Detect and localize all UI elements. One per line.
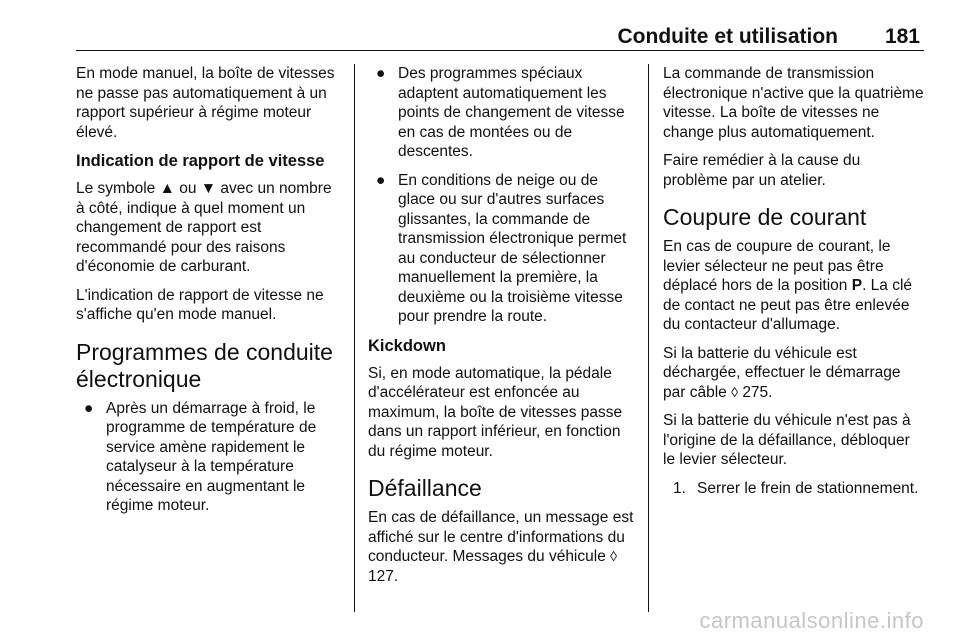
paragraph-text: Si la batterie du véhicule est déchargée, effectuer le démarrage par câble xyxy=(663,344,901,401)
column-divider-2 xyxy=(648,64,649,612)
page-reference-icon: ◊ xyxy=(610,548,618,564)
paragraph: La commande de transmission électronique n'active que la quatrième vitesse. La boîte de vitesses ne change plus automatiquement. xyxy=(663,65,924,141)
list-item xyxy=(76,399,341,516)
subheading-gear-indication: Indication de rapport de vitesse xyxy=(76,152,325,170)
header-rule xyxy=(76,50,924,51)
column-divider-1 xyxy=(354,64,355,612)
heading-failure: Défaillance xyxy=(368,475,482,501)
list-item xyxy=(368,171,634,327)
bullet-icon: ● xyxy=(84,399,94,417)
page-header xyxy=(76,24,924,50)
list-item xyxy=(368,64,634,162)
paragraph: Si la batterie du véhicule n'est pas à l'origine de la défaillance, débloquer le levier sélecteur. xyxy=(663,412,911,468)
column-1 xyxy=(76,64,341,525)
heading-power-cut: Coupure de courant xyxy=(663,204,867,230)
page-reference-icon: ◊ xyxy=(731,383,738,400)
step-number: 1. xyxy=(673,479,686,497)
paragraph xyxy=(663,344,926,403)
bullet-list xyxy=(368,64,634,327)
paragraph xyxy=(368,508,634,586)
paragraph xyxy=(663,237,926,335)
column-3 xyxy=(663,64,926,507)
subheading-kickdown: Kickdown xyxy=(368,336,446,355)
list-item-text: Après un démarrage à froid, le programme de température de service amène rapidement le catalyseur à la température nécessaire en augmentant le régime moteur. xyxy=(106,399,317,514)
paragraph: Faire remédier à la cause du problème par un atelier. xyxy=(663,152,861,189)
bullet-icon: ● xyxy=(376,65,386,82)
page-number: 181 xyxy=(884,25,920,48)
paragraph: Si, en mode automatique, la pédale d'accélérateur est enfoncée au maximum, la boîte de vitesses passe dans un rapport inférieur, en fonction du régime moteur. xyxy=(368,364,623,460)
paragraph-text: En cas de coupure de courant, le levier sélecteur ne peut pas être déplacé hors de la position xyxy=(663,238,891,294)
column-2 xyxy=(368,64,634,595)
watermark: carmanualsonline.info xyxy=(699,608,924,633)
page-reference[interactable]: 127. xyxy=(368,567,399,585)
paragraph: Le symbole ▲ ou ▼ avec un nombre à côté, indique à quel moment un changement de rapport est recommandé pour des raisons d'économie de carburant. xyxy=(76,180,332,275)
list-item-text: En conditions de neige ou de glace ou sur d'autres surfaces glissantes, la commande de transmission électronique permet au conducteur de sélectionner manuellement la première, la deuxième ou la troisième vitesse pour prendre la route. xyxy=(398,171,627,325)
page-reference[interactable]: 275. xyxy=(742,383,773,401)
position-p-label: P xyxy=(851,277,863,294)
paragraph-text: En cas de défaillance, un message est affiché sur le centre d'informations du conducteur. Messages du véhicule xyxy=(368,509,634,565)
list-item xyxy=(663,479,926,499)
numbered-list xyxy=(663,479,926,499)
section-title: Conduite et utilisation xyxy=(617,25,838,48)
paragraph-text: . La clé de contact ne peut pas être enlevée du contacteur d'allumage. xyxy=(663,277,913,333)
bullet-icon: ● xyxy=(376,171,386,189)
list-item-text: Des programmes spéciaux adaptent automatiquement les points de changement de vitesse en cas de montées ou de descentes. xyxy=(398,65,625,160)
bullet-list xyxy=(76,399,341,516)
paragraph: L'indication de rapport de vitesse ne s'affiche qu'en mode manuel. xyxy=(76,286,324,323)
heading-electronic-programs: Programmes de conduite électronique xyxy=(76,338,333,392)
paragraph: En mode manuel, la boîte de vitesses ne passe pas automatiquement à un rapport supérieur à régime moteur élevé. xyxy=(76,65,335,141)
list-item-text: Serrer le frein de stationnement. xyxy=(697,479,919,497)
